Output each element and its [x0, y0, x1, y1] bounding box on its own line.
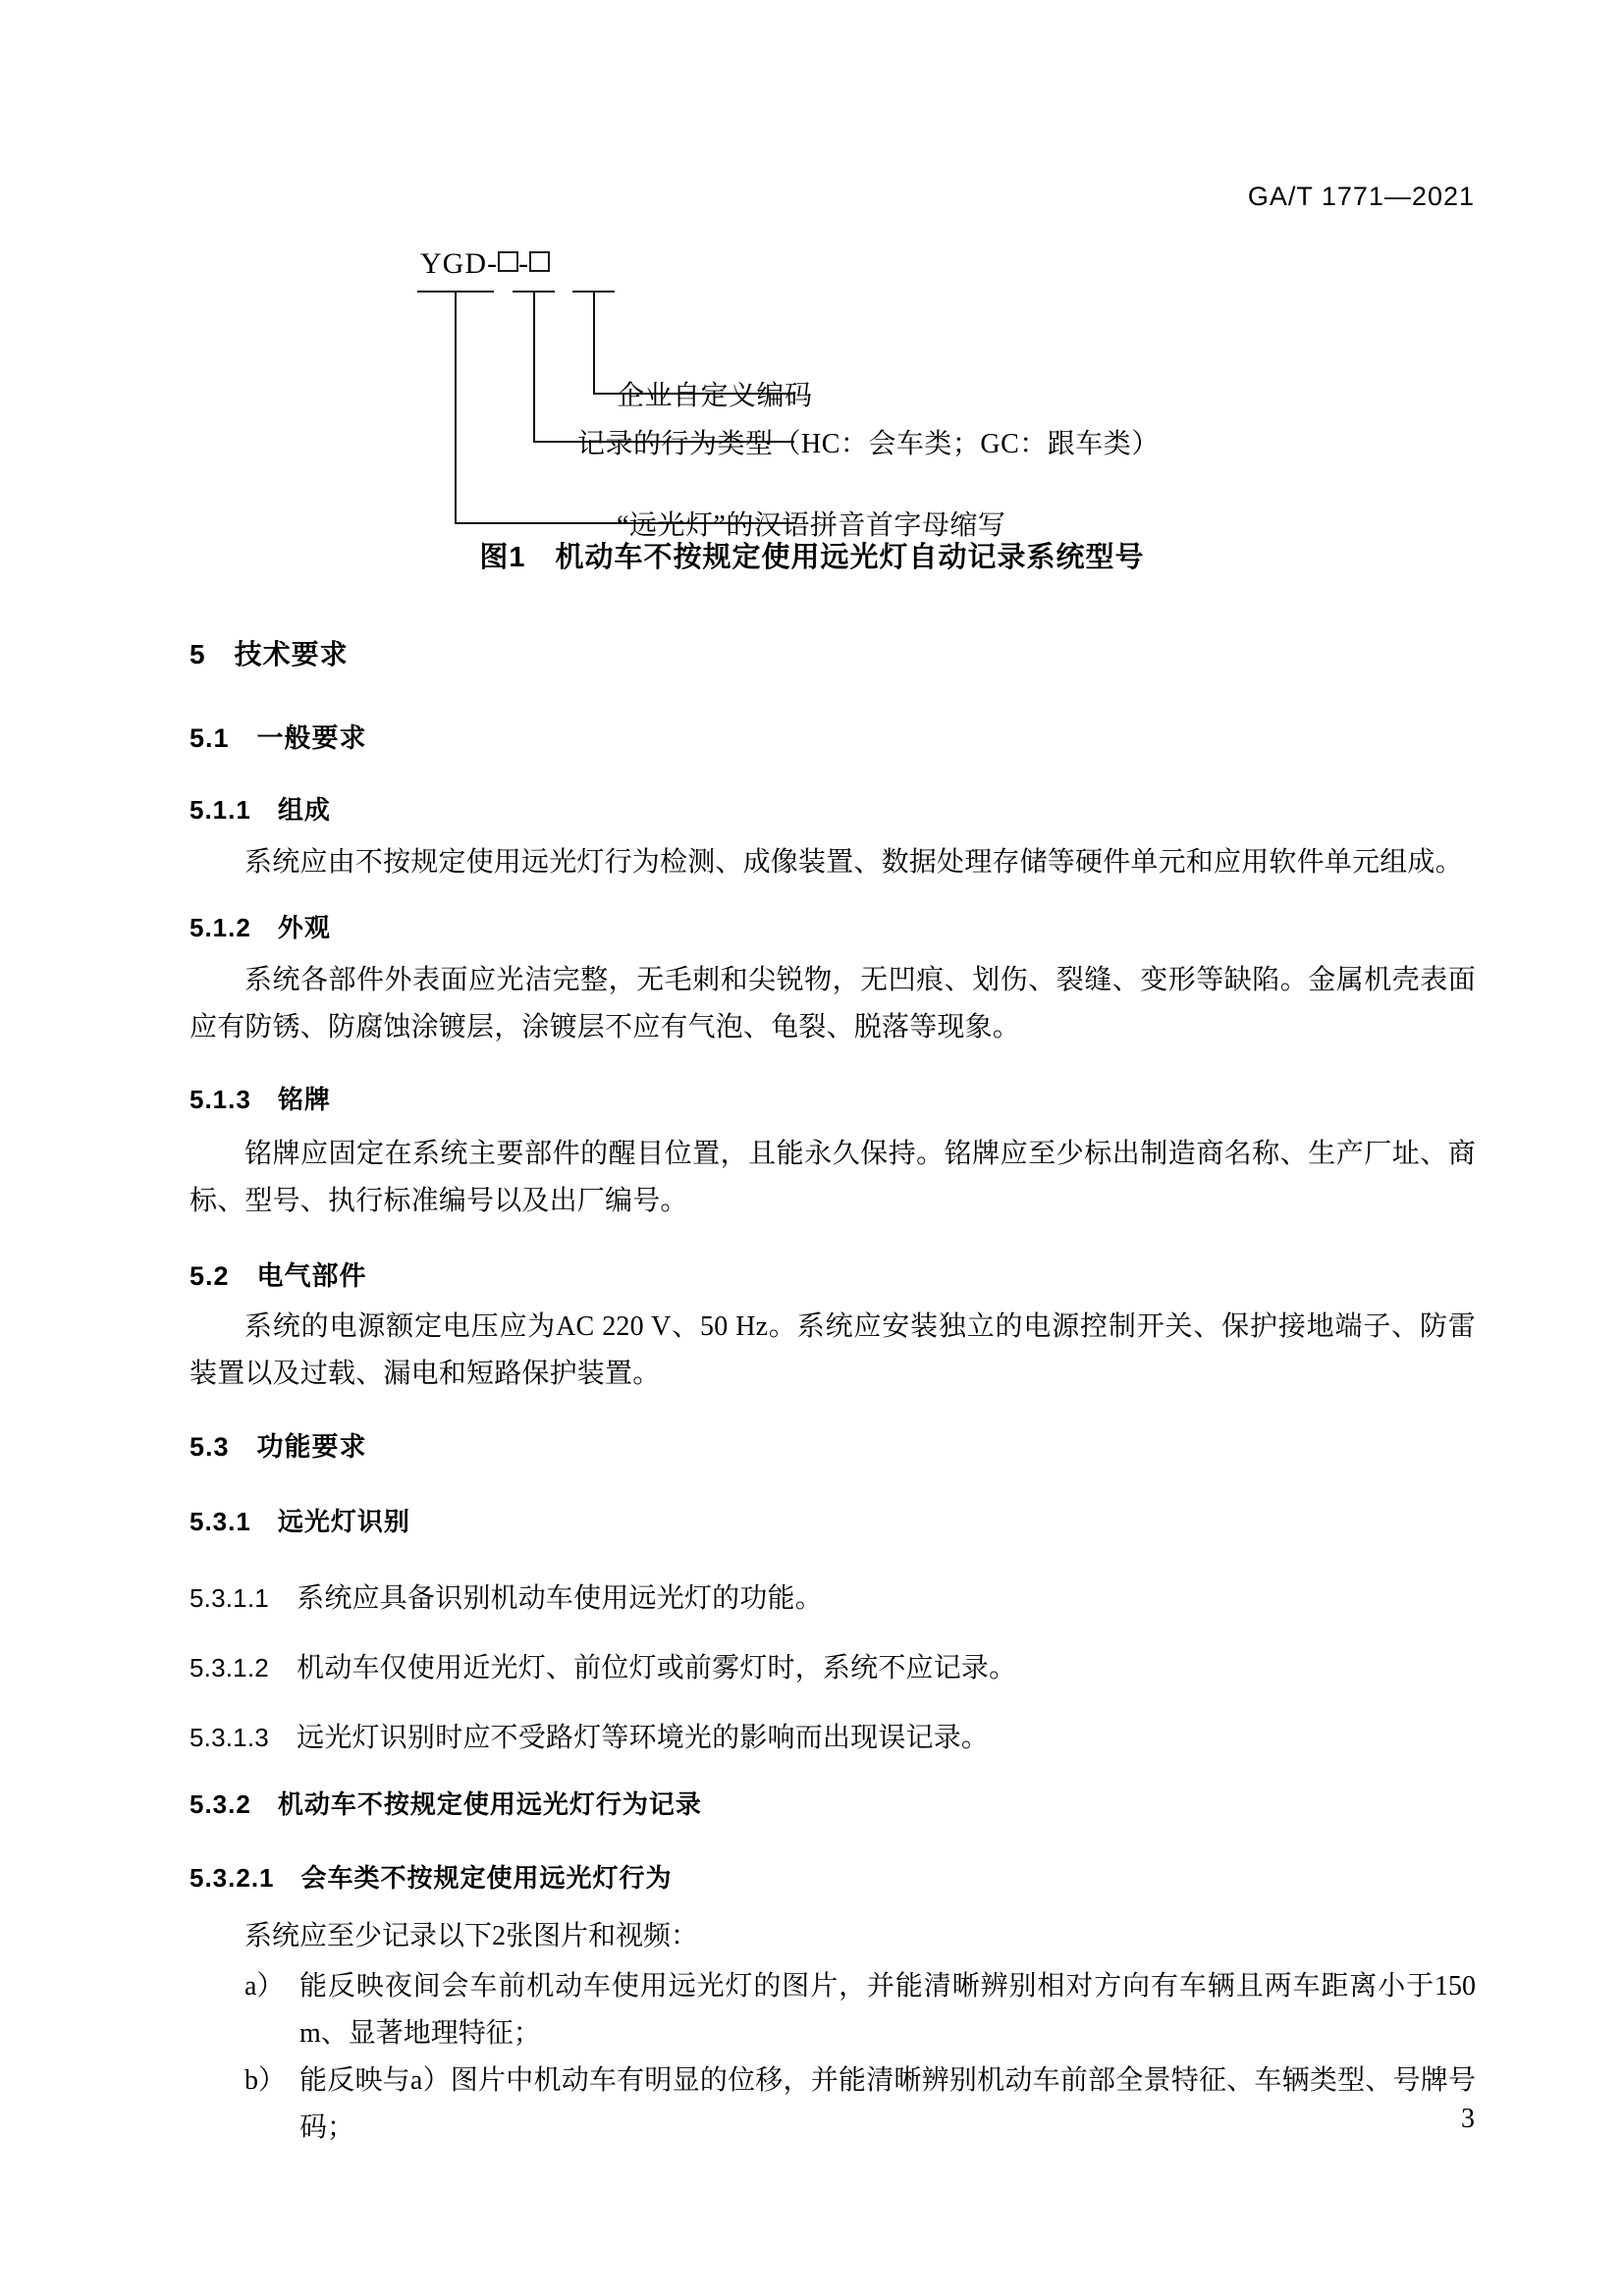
- heading-5-1-3-nameplate: 5.1.3 铭牌: [189, 1085, 331, 1114]
- clause-5-3-1-1-text: 系统应具备识别机动车使用远光灯的功能。: [297, 1583, 823, 1614]
- dropline-box-2: [593, 291, 595, 393]
- heading-5-1-general-requirements: 5.1 一般要求: [189, 723, 367, 753]
- figure-caption: 图1 机动车不按规定使用远光灯自动记录系统型号: [479, 542, 1145, 573]
- model-code-dash-2: -: [518, 247, 529, 280]
- clause-5-3-1-3-number: 5.3.1.3: [189, 1723, 269, 1752]
- model-code-line: [420, 247, 550, 281]
- figure-label-behavior-type: 记录的行为类型（HC：会车类；GC：跟车类）: [577, 429, 1160, 459]
- model-code-prefix: YGD: [420, 247, 487, 280]
- model-code-dash-1: -: [487, 247, 498, 280]
- dropline-prefix: [455, 291, 457, 522]
- list-item-marker: a）: [244, 1971, 285, 2002]
- dropline-box-1: [533, 291, 535, 441]
- list-item-text: 能反映与a）图片中机动车有明显的位移，并能清晰辨别机动车前部全景特征、车辆类型、号牌号码；: [299, 2065, 1476, 2143]
- heading-5-3-1-high-beam-recognition: 5.3.1 远光灯识别: [189, 1507, 410, 1536]
- clause-5-3-1-2-number: 5.3.1.2: [189, 1653, 269, 1682]
- list-item-text: 能反映夜间会车前机动车使用远光灯的图片，并能清晰辨别相对方向有车辆且两车距离小于150 m、显著地理特征；: [299, 1971, 1476, 2049]
- paragraph-5-2-body: 系统的电源额定电压应为AC 220 V、50 Hz。系统应安装独立的电源控制开关、保护接地端子、防雷装置以及过载、漏电和短路保护装置。: [189, 1311, 1476, 1389]
- page-header-standard-number: GA/T 1771—2021: [1247, 182, 1475, 211]
- clause-5-3-1-3: [189, 1715, 1476, 1761]
- heading-5-technical-requirements: 5 技术要求: [189, 639, 349, 669]
- figure-model-designation: [0, 247, 1624, 541]
- clause-5-3-1-2-text: 机动车仅使用近光灯、前位灯或前雾灯时，系统不应记录。: [297, 1653, 1017, 1683]
- page-number: 3: [1461, 2104, 1475, 2134]
- paragraph-5-1-2-body: 系统各部件外表面应光洁完整，无毛刺和尖锐物，无凹痕、划伤、裂缝、变形等缺陷。金属机壳表面应有防锈、防腐蚀涂镀层，涂镀层不应有气泡、龟裂、脱落等现象。: [189, 965, 1476, 1042]
- model-code-box-1: [498, 251, 518, 272]
- figure-label-pinyin-abbrev: “远光灯”的汉语拼音首字母缩写: [617, 510, 1006, 541]
- clause-5-3-1-1-number: 5.3.1.1: [189, 1583, 269, 1613]
- figure-label-enterprise-code: 企业自定义编码: [617, 381, 813, 411]
- list-item-marker: b）: [244, 2065, 287, 2096]
- clause-5-3-1-2: [189, 1645, 1476, 1691]
- clause-5-3-1-3-text: 远光灯识别时应不受路灯等环境光的影响而出现误记录。: [297, 1723, 990, 1753]
- paragraph-5-1-1-body: 系统应由不按规定使用远光灯行为检测、成像装置、数据处理存储等硬件单元和应用软件单元组成。: [244, 847, 1463, 878]
- heading-5-1-2-appearance: 5.1.2 外观: [189, 913, 331, 942]
- heading-5-1-1-composition: 5.1.1 组成: [189, 795, 331, 825]
- paragraph-5-1-3-body: 铭牌应固定在系统主要部件的醒目位置，且能永久保持。铭牌应至少标出制造商名称、生产厂址、商标、型号、执行标准编号以及出厂编号。: [189, 1139, 1476, 1216]
- heading-5-3-2-1-meeting-vehicle-behavior: 5.3.2.1 会车类不按规定使用远光灯行为: [189, 1863, 673, 1893]
- clause-5-3-1-1: [189, 1575, 1476, 1622]
- heading-5-3-functional-requirements: 5.3 功能要求: [189, 1432, 367, 1462]
- list-item: [189, 1963, 1476, 2057]
- paragraph-5-3-2-1-leadin: 系统应至少记录以下2张图片和视频：: [244, 1921, 699, 1951]
- heading-5-3-2-behavior-record: 5.3.2 机动车不按规定使用远光灯行为记录: [189, 1789, 702, 1819]
- heading-5-2-electrical-components: 5.2 电气部件: [189, 1261, 367, 1291]
- model-code-box-2: [529, 251, 550, 272]
